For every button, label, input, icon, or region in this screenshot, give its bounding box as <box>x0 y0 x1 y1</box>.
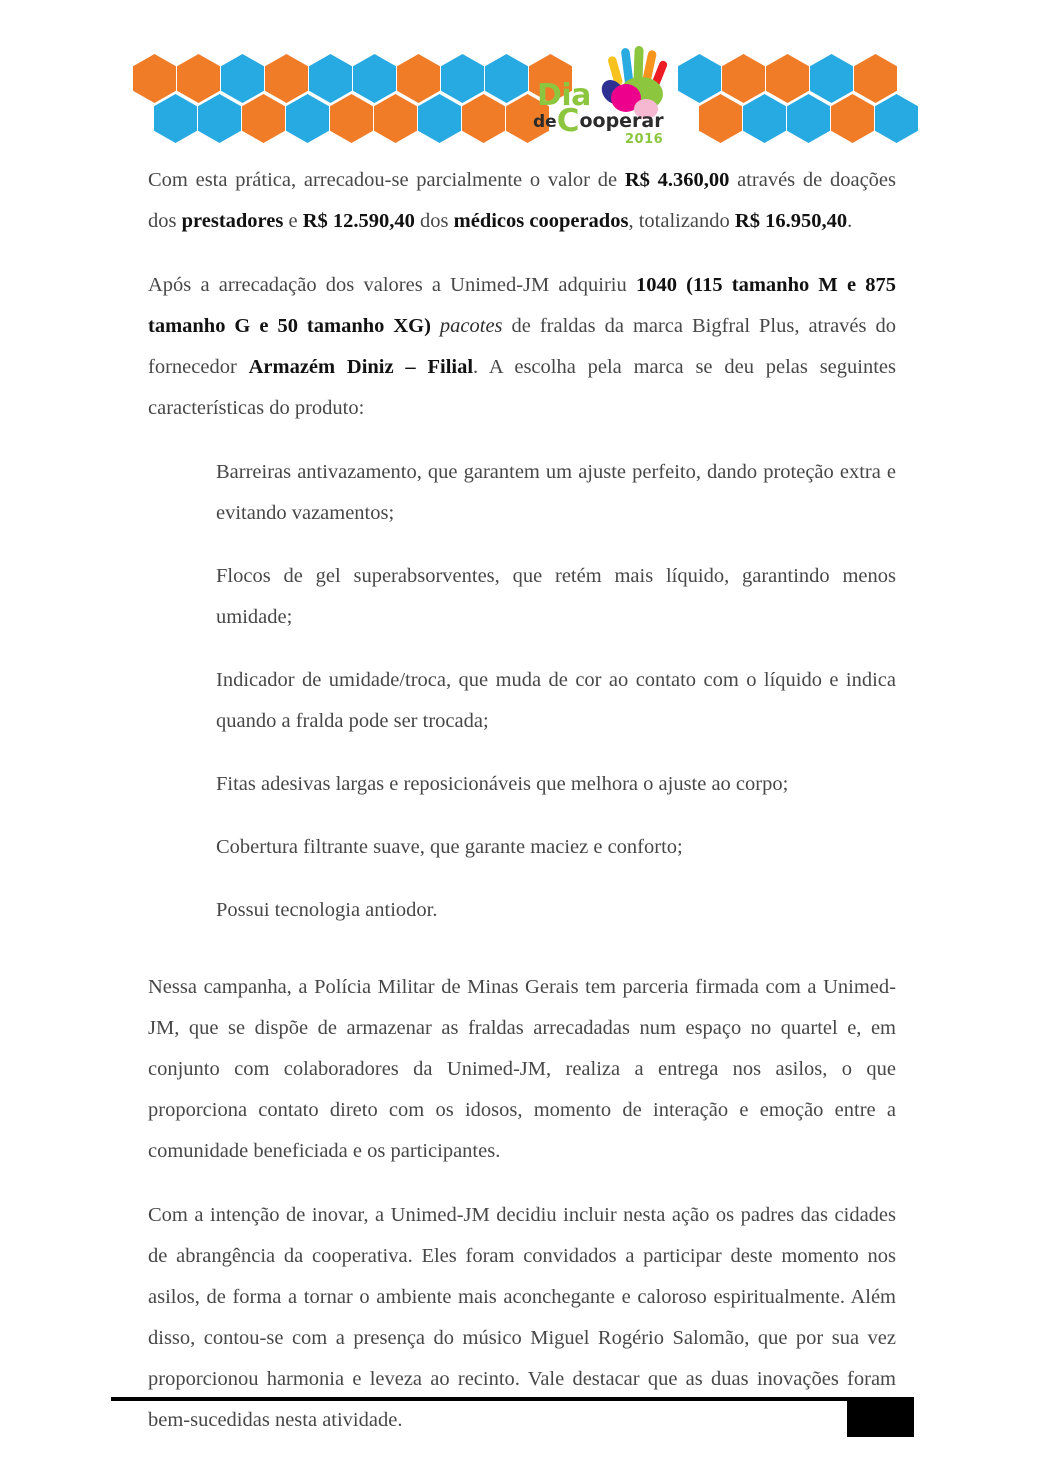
page-number-box <box>847 1397 914 1437</box>
hexagon-icon <box>242 94 285 143</box>
logo-text-ooperar: ooperar <box>579 110 664 132</box>
p1-bold-valor-prestadores: R$ 4.360,00 <box>624 169 730 191</box>
p1-text-5: , totalizando <box>628 210 735 232</box>
product-features-list <box>148 452 896 931</box>
list-item: Indicador de umidade/troca, que muda de cor ao contato com o líquido e indica quando a fralda pode ser trocada; <box>216 669 896 732</box>
p1-bold-medicos-cooperados: médicos cooperados <box>453 210 629 232</box>
p1-bold-valor-medicos: R$ 12.590,40 <box>302 210 415 232</box>
p2-bold-fornecedor: Armazém Diniz – Filial <box>248 356 474 378</box>
banner-inner <box>133 40 923 152</box>
logo-text-de: de <box>533 112 557 132</box>
hexagon-icon <box>374 94 417 143</box>
hexagon-icon <box>198 94 241 143</box>
hexagon-icon <box>787 94 830 143</box>
hexagon-icon <box>699 94 742 143</box>
p2-text-3: . A escolha pela marca se deu pelas seguintes características do produto: <box>148 356 896 419</box>
logo-year: 2016 <box>625 132 664 147</box>
paragraph-1 <box>148 160 896 242</box>
hexagon-icon <box>418 94 461 143</box>
list-item: Barreiras antivazamento, que garantem um ajuste perfeito, dando proteção extra e evitando vazamentos; <box>216 461 896 524</box>
document-body <box>148 160 896 1441</box>
p1-bold-total: R$ 16.950,40 <box>734 210 848 232</box>
hexagon-icon <box>330 94 373 143</box>
p2-bold-quantidades: 1040 (115 tamanho M e 875 tamanho G e 50 tamanho XG) <box>148 274 896 337</box>
hex-row-right-bottom <box>699 94 919 143</box>
list-item: Possui tecnologia antiodor. <box>216 899 438 921</box>
p1-text-1: Com esta prática, arrecadou-se parcialmente o valor de <box>148 169 625 191</box>
logo-text-decooperar <box>533 103 664 139</box>
logo-text-capital-c: C <box>556 103 580 139</box>
p2-text-1: Após a arrecadação dos valores a Unimed-JM adquiriu <box>148 274 636 296</box>
dia-de-cooperar-logo <box>533 42 683 152</box>
list-item: Fitas adesivas largas e reposicionáveis que melhora o ajuste ao corpo; <box>216 773 789 795</box>
hexagon-icon <box>875 94 918 143</box>
header-banner <box>0 40 1040 152</box>
p1-text-3: e <box>283 210 303 232</box>
paragraph-3: Nessa campanha, a Polícia Militar de Minas Gerais tem parceria firmada com a Unimed-JM, que se dispõe de armazenar as fraldas arrecadadas num espaço no quartel e, em conjunto com colaboradores da Unimed-JM, realiza a entrega nos asilos, o que proporciona contato direto com os idosos, momento de interação e emoção entre a comunidade beneficiada e os participantes. <box>148 976 896 1162</box>
list-item: Cobertura filtrante suave, que garante maciez e conforto; <box>216 836 683 858</box>
p2-text-2: de fraldas da marca Bigfral Plus, através do fornecedor <box>148 315 896 378</box>
p1-text-6: . <box>847 210 853 232</box>
p2-italic-pacotes: pacotes <box>430 315 503 337</box>
p1-text-2: através de doações dos <box>148 169 896 232</box>
hexagon-icon <box>462 94 505 143</box>
spacer <box>148 947 896 967</box>
hexagon-icon <box>743 94 786 143</box>
paragraph-4: Com a intenção de inovar, a Unimed-JM decidiu incluir nesta ação os padres das cidades de abrangência da cooperativa. Eles foram convidados a participar deste momento nos asilos, de forma a tornar o ambiente mais aconchegante e caloroso espiritualmente. Além disso, contou-se com a presença do músico Miguel Rogério Salomão, que por sua vez proporcionou harmonia e leveza ao recinto. Vale destacar que as duas inovações foram bem-sucedidas nesta atividade. <box>148 1204 896 1431</box>
paragraph-2 <box>148 265 896 429</box>
footer-divider <box>111 1397 882 1401</box>
p1-text-4: dos <box>414 210 454 232</box>
page-footer <box>0 1381 1040 1471</box>
hexagon-icon <box>154 94 197 143</box>
hex-row-left-bottom <box>154 94 550 143</box>
logo-text-dia: Dia <box>537 78 591 113</box>
hexagon-icon <box>286 94 329 143</box>
list-item: Flocos de gel superabsorventes, que retém mais líquido, garantindo menos umidade; <box>216 565 896 628</box>
p1-bold-prestadores: prestadores <box>181 210 284 232</box>
hexagon-icon <box>831 94 874 143</box>
